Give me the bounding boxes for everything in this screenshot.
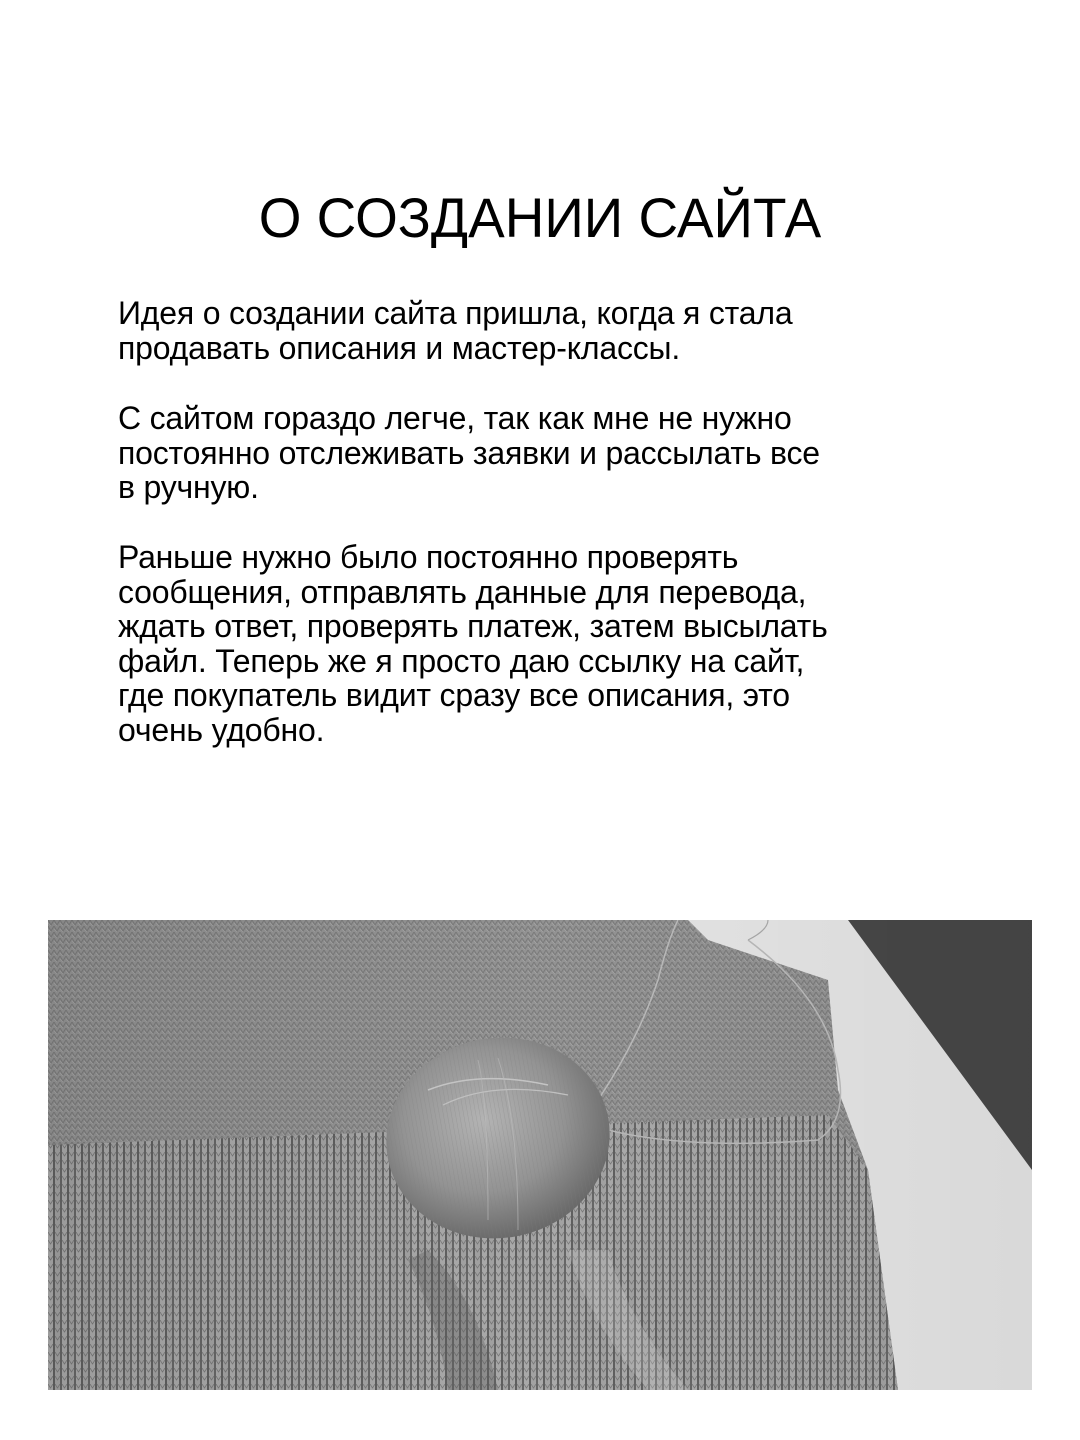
paragraph-idea xyxy=(118,296,978,365)
paragraph-line: Идея о создании сайта пришла, когда я стала xyxy=(118,295,793,331)
paragraph-line: очень удобно. xyxy=(118,711,325,748)
paragraph-line: продавать описания и мастер-классы. xyxy=(118,329,681,366)
paragraph-before-after xyxy=(118,540,978,747)
knitting-photo xyxy=(48,920,1032,1390)
paragraph-line: где покупатель видит сразу все описания, это xyxy=(118,677,790,713)
knitting-photo-illustration xyxy=(48,920,1032,1390)
paragraph-line: ждать ответ, проверять платеж, затем высылать xyxy=(118,608,828,644)
paragraph-line: Раньше нужно было постоянно проверять xyxy=(118,539,739,575)
paragraph-line: файл. Теперь же я просто даю ссылку на сайт, xyxy=(118,642,805,679)
paragraph-line: сообщения, отправлять данные для перевода, xyxy=(118,573,807,610)
paragraph-line: в ручную. xyxy=(118,469,259,505)
page-title: О СОЗДАНИИ САЙТА xyxy=(258,186,822,249)
paragraph-line: постоянно отслеживать заявки и рассылать все xyxy=(118,434,820,471)
paragraph-line: С сайтом гораздо легче, так как мне не нужно xyxy=(118,400,792,436)
paragraph-convenience xyxy=(118,401,978,505)
